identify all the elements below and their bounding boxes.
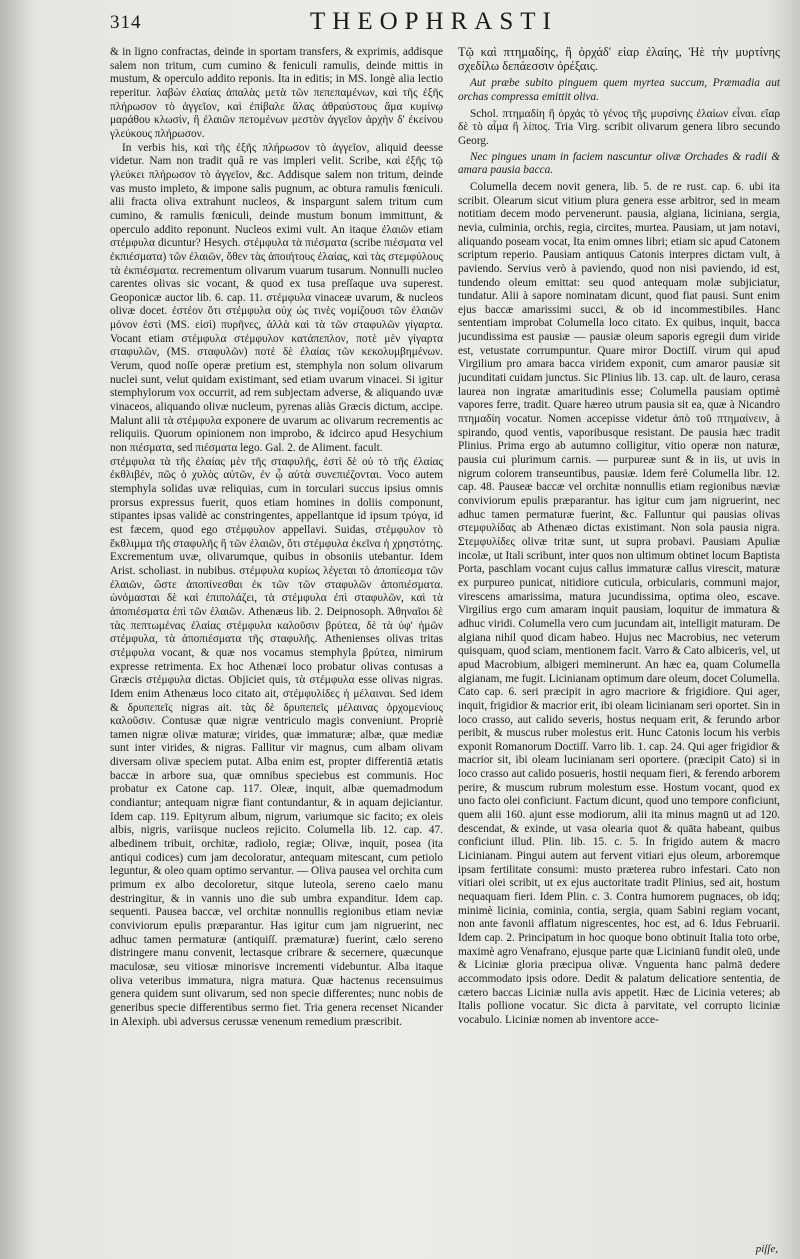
catchword: piſſe, [755,1243,778,1255]
page-number: 314 [110,12,142,33]
greek-verse: Τῷ καὶ πτημαδίης, ἢ ὀρχάδ' εἰαρ ἐλαίης, Ἠὲ τὴν μυρτίνης σχεδίλω δεπάεσσιν ὀρέξαις. [458,46,780,73]
right-paragraph-scholion: Schol. πτημαδίη ἢ ὀρχάς τὸ γένος τῆς μυρσίνης ἐλαίων εἶναι. εἴαρ δὲ τὸ αἷμα ἢ λίπος. Tria Virg. scribit olivarum genera libro secundo Georg. [458,107,780,147]
left-paragraph-3: στέμφυλα τὰ τῆς ἐλαίας μὲν τῆς σταφυλῆς, ἐστὶ δὲ οὐ τὸ τῆς ἐλαίας ἐκθλιβέν, πῶς ὁ χυλὸς αὐτῶν, ἐν ᾧ αὐτὰ συνεπιέζονται. Voco autem stemphyla solidas uvæ reliquias, cum in torculari succus ipsius omnis prorsus expressus fuerit, quos etiam homines in doliis componunt, stipantes ipsas validè ac constringentes, appellantque id ipsum τρύγα, id est fæcem, quod ego στέμφυλον appellavi. Suidas, στέμφυλον τὸ ἔκθλιμμα τῆς σταφυλῆς ἢ τῶν ἐλαιῶν, ὅτι στέμφυλα ἐκεῖνα ἡ χρηστότης. Excrementum uvæ, olivarumque, quibus in obsoniis utebantur. Idem Arist. scholiast. in nubibus. στέμφυλα κυρίως λέγεται τὸ ἀποπίεσμα τῶν ἐλαιῶν, ὥστε ἀποπίνεσθαι ἐκ τῶν τῶν σταφυλῶν ἀποπιέσματα. ὠνόμασται δὲ καὶ ἐπιπολάζει, τὰ στέμφυλα ἐπὶ σταφυλῶν, καὶ τὰ ἀποπιέσματα ἐπὶ τῶν ἐλαιῶν. Athenæus lib. 2. Deipnosoph. Ἀθηναῖοι δὲ τὰς πεπτωμένας ἐλαίας στέμφυλα καλοῦσιν βρύτεα, δὲ τὰ ὑφ' ἡμῶν στέμφυλα, τὰ ἀποπιέσματα τῆς σταφυλῆς. Athenienses olivas tritas στέμφυλα vocant, & quæ nos vocamus stemphyla βρύτεα, nimirum expresse retrimenta. Ex hoc Athenæi loco probatur olivas contusas a Græcis στέμφυλα dictas. Objiciet quis, τὰ στέμφυλα esse olivas nigras. Idem enim Athenæus loco citato ait, στέμφυλίδες ἡ μέλαιναι. Sed idem & δρυπεπεῖς nigras ait. τὰς δὲ δρυπεπεῖς μέλαινας ὀρχομενίους καλοῦσιν. Contusæ quæ nigræ ventriculo magis conveniunt. Propriè tamen nigræ olivæ maturæ; virides, quæ immaturæ; albæ, quæ mediæ sunt inter virides, & nigras. Fallitur vir magnus, cum albam olivam diversam olivæ speciem putat. Alba enim est, propter differentiā ætatis baccæ in arbore sua, quæ omnibus speciebus est communis. Hoc probatur ex Catone cap. 117. Oleæ, inquit, albæ quemadmodum condiantur; antequam nigræ fiant contundantur, & in aquam dejiciantur. Idem cap. 119. Epityrum album, nigrum, variumque sic facito; ex oleis albis, nigris, variisque nucleos rejicito. Columella lib. 12. cap. 47. albedinem tribuit, orchitæ, radiolo, regiæ; Olivæ, inquit, posea (ita antiqui codices) cum jam decoloratur, antequam mitescant, cum petiolo leguntur, & oleo quam optimo servantur. — Oliva pausea vel orchita cum primum ex albo decoloretur, sitque luteola, sereno caelo manu destringitur, & in vannis uno die sub umbra expanditur. Idem cap. sequenti. Pausea baccæ, vel orchitæ nonnullis regionibus etiam neviæ conviviorum epulis præparantur. Has igitur cum jam nigruerint, nec adhuc tamen permaturæ (antiquiſſ. præmaturæ) fuerint, cælo sereno distringere manu convenit, lectasque cribrare & secernere, quæcunque maculosæ, seu vitiosæ minorisve incrementi videbuntur. Alba itaque oliva veteribus immatura, nigra matura. Quæ hactenus recensuimus genera quidem sunt olivarum, sed non specie differentes; nunc nobis de generibus specie differentibus sermo fiet. Tria genera recenset Nicander in Alexiph. ubi adversus cerussæ venenum remedium præscribit. [110,455,443,1028]
right-column [458,46,780,1251]
left-column [110,46,443,1251]
left-paragraph-1: & in ligno confractas, deinde in sportam transfers, & exprimis, addisque salem non tritum, cum cumino & feniculi ramulis, deinde mittis in mustum, & operculo addito reponis. Ita in editis; in MS. longè alia lectio reperitur. λαβὼν ἐλαίας ἀπαλὰς μετὰ τῶν πεπεπαμένων, καὶ τῆς ἐξῆς πλήρωσον τὸ ἀγγεῖον, καὶ ἐπίβαλε ἅλας ἀθραύστους ἅμα κυμίνῳ μαράθου κλωσίν, ἢ ἐλαιῶν πετομένων μεστὸν ἀγγεῖον ἀρχὴν δ' ἐκείνου γλεύκους πλήρωσον. [110,46,443,140]
left-paragraph-2: In verbis his, καὶ τῆς ἐξῆς πλήρωσον τὸ ἀγγεῖον, aliquid deesse videtur. Nam non tradit quâ re vas impleri velit. Scribe, καὶ ἐξῆς τῷ γλεύκει πλήρωσον τὸ ἀγγεῖον, &c. Addisque salem non tritum, deinde vas musto impleto, & impone salis pugnum, ac obtura ramulis fœniculi. alii fracta oliva extrahunt nucleos, & inspargunt salem tritum cum cumino, & ramulis fœniculi, deinde mustum bonum immittunt, & operculo addito reponunt. Nucleos eximi vult. An itaque ἐλαιῶν etiam στέμφυλα dicuntur? Hesych. στέμφυλα τὰ πιέσματα (scribe πιέσματα vel ἐκπιέσματα) τῶν ἐλαιῶν, ὅθεν τὰς ἀποιήτους ἐλαίας, καὶ τὰς στεμφύλους τὰ ἐκπιέσματα. recrementum olivarum vuarum tusarum. Nonnulli nucleo carentes olivas sic vocant, & quod ex tusa preſſaque uva superest. Geoponicæ auctor lib. 6. cap. 11. στέμφυλα vinaceæ uvarum, & nucleos olivæ docet. ἐστέον ὅτι στέμφυλα οὐχ ὡς τινὲς νομίζουσι τῶν ἐλαιῶν μόνον ἐστὶ (MS. εἰσὶ) πυρῆνες, ἀλλὰ καὶ τὰ τῶν σταφυλῶν γίγαρτα. Vocant etiam στέμφυλα στέμφυλον κατάπεπλον, ποτὲ μὲν γίγαρτα σταφυλῶν, (MS. σταφυλῶν) ποτὲ δὲ ἐλαίας τῶν κεκολυμβημένων. Verum, quod noſſe operæ pretium est, stemphyla non solum olivarum nuclei sunt, velut quidam existimant, sed etiam uvarum vinacei. Si igitur stemphylorum vox occurrit, ad rem subjectam adverse, & aliquando uvæ vinaceos, aliquando olivæ nucleum, pyrenas aliàs Græcis dictum, accipe. Malunt alii τὰ στέμφυλα exponere de uvarum ac olivarum recrementis ac reliquiis. Quorum opinionem non improbo, & idcirco apud Hesychium non πιέσματα, sed πιέσματα lego. Gal. 2. de Aliment. facult. [110,141,443,455]
right-paragraph-columella: Columella decem novit genera, lib. 5. de re rust. cap. 6. ubi ita scribit. Olearum sicut vitium plura genera esse arbitror, sed in meam notitiam decem modo pervenerunt. pausia, algiana, liciniana, sergia, nevia, culminia, orchis, regia, circites, murtea. Pausiam, ut jam notavi, aliquando poseam vocat, Ita enim omnes libri; etiam sic apud Catonem scriptum reperio. Pausiam antiquus Catonis interpres dictam vult, à paviendo. Servius verò à paviendo, quod non nisi paviendo, id est, tundendo oleum emittat: seu quod antequam molæ subjiciatur, tundatur. Alii à sapore nominatam dicunt, quod fiat pausi. Sunt enim ejus baccæ amarissimi succi, & ob id incommestibiles. Hanc sententiam improbat Columella loco citato. Ex quibus, inquit, bacca jucundissima est pausiæ — pausiæ oleum saporis egregii dum viride est, vetustate corrumpuntur. Quare miror Doctiſſ. virum qui apud Virgilium pro amara bacca viridem exponit, cum amaror pausiæ sit jucunditati cuidam junctus. Sic Plinius lib. 13. cap. ult. de lauro, cerasa laurea non ingratæ amaritudinis esse; Columella pausiam optimè vapores ferre, tradit. Quare hæreo utrum pausia sit ea, quæ à Nicandro πτημαδίη vocatur. Nomen accepisse videtur ἀπὸ τοῦ πτημαίνειν, à spirando, quod ventis, vaporibusque resistant. De pausia hæc tradit Plinius. Prima ergo ab autumno colligitur, vitio operæ non naturæ, pausia cui plurimum carnis. — purpureæ sunt & in iis, ut uvis in nigrum colorem transeuntibus, pausiæ. Idem ferè Columella libr. 12. cap. 48. Pauseæ baccæ vel orchitæ nonnullis etiam regionibus næviæ conviviorum epulis præparantur. has igitur cum jam nigruerint, nec adhuc tamen permaturæ fuerint, &c. Falluntur qui pausias olivas στεμφυλίδας ab Athenæo dictas existimant. Non sola pausia nigra. Στεμφυλίδες olivæ tritæ sunt, ut supra probavi. Pausiam Apuliæ incolæ, ut Itali scribunt, inter quos non ultimum obtinet locum Baptista Porta, paschlam vocant cujus callus immaturæ callus virescit, maturæ ex purpureo punicat, nitidiore cuticula, orbicularis, communi major, virescens amarissima, matura jucundissima, optima oleo, escave. Virgilius ergo cum amaram inquit pausiam, loquitur de immatura & adhuc viridi. Columella vero cum jucundam ait, intelligit maturam. De algiana nihil quod dicam habeo. Hujus nec Macrobius, nec veterum quisquam, quod sciam, mentionem facit. Varro & Cato albiceris, vel, ut apud Macrobium, albigeri meminerunt. An hæc ea, quam Columella algianam, me fugit. Licinianam optimum dare oleum, docet Columella. Cato cap. 6. seri præcipit in agro macriore & frigidiore. Qui ager, inquit, frigidior & macrior erit, ibi oleam licinianam seri oportet. Sin in loco crasso, aut calido severis, hostus nequam erit, & ferundo arbor peribit, & muscus ruber molestus erit. Hunc Catonis locum his verbis exponit Romanorum Doctiſſ. Varro lib. 1. cap. 24. Qui ager frigidior & macrior sit, ibi oleam lucinianam seri oportere. (præcipit Cato) si in loco crasso aut calido posueris, hostii nequam fieri, & ferendo arborem perire, & muscum rubrum molestum esse. Hostum vocant, quod ex uno facto olei conficiunt. Factum dicunt, quod uno tempore conficiunt, quem alii 160. ajunt esse modiorum, alii ita minus magnū ut ad 120. descendat, & exinde, ut vasa olearia quot & quāta habeant, quibus conficiunt illud. Plin. lib. 15. c. 5. In frigido autem & macro Licinianam. Pingui autem aut fervent vitiari ejus oleum, arboremque ipsam fertilitate consumi: musto præterea rubro infestari. Cato non vitiari olei scribit, ut ex ejus auctoritate tradit Plinius, sed ait, hostum nequaquam fieri. Idem Plin. c. 3. Contra humorem pugnaces, ob idq; minimè licinia, cominia, contia, sergia, quam Sabini regiam vocant, non ante favonii afflatum nigrescentes, hoc est, ad 6. Idus Februarii. Idem cap. 2. Principatum in hoc quoque bono obtinuit Italia toto orbe, maximè agro Venafrano, ejusque parte quæ Licinianū fundit oleū, unde & Liciniæ gloria præcipua olivæ. Vnguenta hanc palmā dedere accommodato ipsis odore. Dedit & palatum delicatiore sententia, de cætero baccas Liciniæ nulla avis appetit. Hæc de Licinia veteres; ab Italis pollione vocatur. Sic dicta à parvitate, vel corrupto liciniæ vocabulo. Liciniæ nomen ab inventore acce- [458,180,780,1026]
virgil-verse: Nec pingues unam in faciem nascuntur olivæ Orchades & radii & amara pausia bacca. [458,150,780,177]
page-header [110,8,780,38]
page-fold-shadow [0,0,40,1259]
latin-verse-translation: Aut præbe subito pinguem quem myrtea succum, Præmadia aut orchas compressa emittit oliva. [458,77,780,103]
running-title: THEOPHRASTI [310,8,558,35]
